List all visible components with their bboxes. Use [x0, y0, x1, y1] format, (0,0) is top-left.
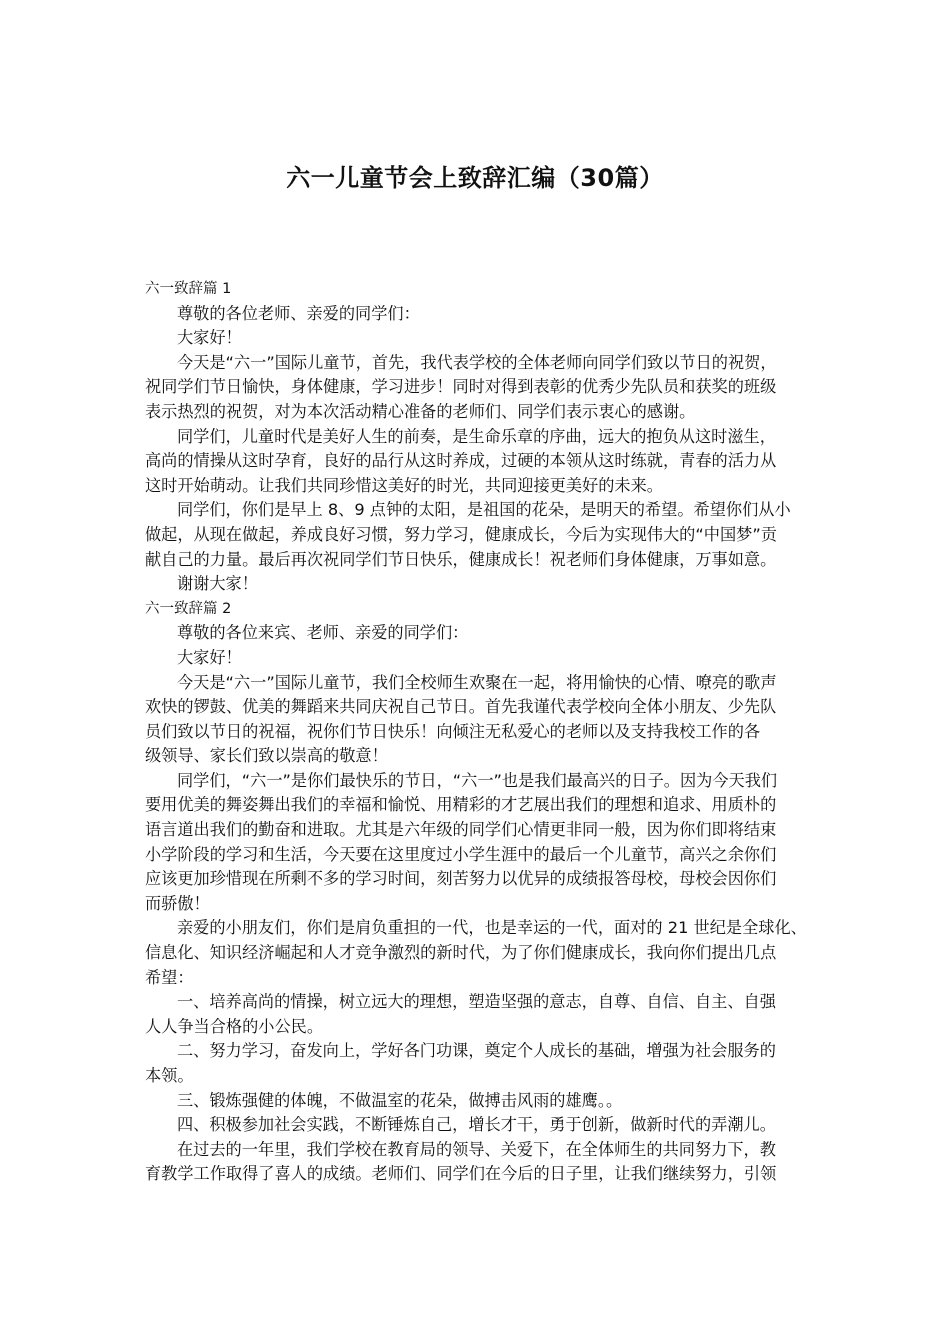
text-line: 欢快的锣鼓、优美的舞蹈来共同庆祝自己节日。首先我谨代表学校向全体小朋友、少先队 [145, 697, 777, 717]
text-line: 谢谢大家！ [177, 574, 258, 594]
text-line: 祝同学们节日愉快，身体健康，学习进步！同时对得到表彰的优秀少先队员和获奖的班级 [145, 377, 777, 397]
text-line: 同学们，你们是早上 8、9 点钟的太阳，是祖国的花朵，是明天的希望。希望你们从小 [177, 500, 791, 520]
section-heading: 六一致辞篇 1 [145, 281, 232, 297]
text-line: 而骄傲！ [145, 893, 210, 913]
text-line: 人人争当合格的小公民。 [145, 1016, 324, 1036]
text-line: 希望： [145, 967, 194, 987]
document-body [145, 277, 815, 1187]
text-line: 这时开始萌动。让我们共同珍惜这美好的时光，共同迎接更美好的未来。 [145, 475, 663, 495]
text-line: 信息化、知识经济崛起和人才竞争激烈的新时代，为了你们健康成长，我向你们提出几点 [145, 943, 777, 963]
text-line: 一、培养高尚的情操，树立远大的理想，塑造坚强的意志，自尊、自信、自主、自强 [177, 992, 776, 1012]
text-line: 大家好！ [177, 328, 242, 348]
text-line: 同学们，“六一”是你们最快乐的节日，“六一”也是我们最高兴的日子。因为今天我们 [177, 770, 778, 790]
section-heading: 六一致辞篇 2 [145, 600, 232, 617]
text-line: 三、锻炼强健的体魄，不做温室的花朵，做搏击风雨的雄鹰。。 [177, 1090, 623, 1110]
text-line: 要用优美的舞姿舞出我们的幸福和愉悦、用精彩的才艺展出我们的理想和追求、用质朴的 [145, 795, 777, 815]
text-line: 尊敬的各位老师、亲爱的同学们： [177, 303, 420, 323]
text-line: 四、积极参加社会实践，不断锤炼自己，增长才干，勇于创新，做新时代的弄潮儿。 [177, 1115, 776, 1135]
text-line: 员们致以节日的祝福，祝你们节日快乐！向倾注无私爱心的老师以及支持我校工作的各 [145, 721, 761, 741]
text-line: 亲爱的小朋友们，你们是肩负重担的一代，也是幸运的一代，面对的 21 世纪是全球化、 [177, 918, 807, 938]
text-line: 育教学工作取得了喜人的成绩。老师们、同学们在今后的日子里，让我们继续努力，引领 [145, 1164, 777, 1184]
text-line: 表示热烈的祝贺，对为本次活动精心准备的老师们、同学们表示衷心的感谢。 [145, 401, 696, 421]
text-line: 在过去的一年里，我们学校在教育局的领导、关爱下，在全体师生的共同努力下，教 [177, 1139, 776, 1159]
text-line: 今天是“六一”国际儿童节，首先，我代表学校的全体老师向同学们致以节日的祝贺， [177, 352, 777, 372]
text-line: 应该更加珍惜现在所剩不多的学习时间，刻苦努力以优异的成绩报答母校，母校会因你们 [145, 869, 777, 889]
text-line: 级领导、家长们致以崇高的敬意！ [145, 746, 388, 766]
text-line: 小学阶段的学习和生活，今天要在这里度过小学生涯中的最后一个儿童节，高兴之余你们 [145, 844, 777, 864]
text-line: 今天是“六一”国际儿童节，我们全校师生欢聚在一起，将用愉快的心情、嘹亮的歌声 [177, 672, 777, 692]
text-line: 同学们，儿童时代是美好人生的前奏，是生命乐章的序曲，远大的抱负从这时滋生， [177, 426, 776, 446]
text-line: 语言道出我们的勤奋和进取。尤其是六年级的同学们心情更非同一般，因为你们即将结束 [145, 820, 777, 840]
text-line: 尊敬的各位来宾、老师、亲爱的同学们： [177, 623, 469, 643]
text-line: 大家好！ [177, 647, 242, 667]
text-line: 本领。 [145, 1066, 194, 1085]
text-line: 做起，从现在做起，养成良好习惯，努力学习，健康成长，今后为实现伟大的“中国梦”贡 [145, 524, 777, 544]
text-line: 献自己的力量。最后再次祝同学们节日快乐，健康成长！祝老师们身体健康，万事如意。 [145, 549, 777, 569]
document-title: 六一儿童节会上致辞汇编（30篇） [286, 164, 664, 192]
text-line: 二、努力学习，奋发向上，学好各门功课，奠定个人成长的基础，增强为社会服务的 [177, 1041, 776, 1061]
text-line: 高尚的情操从这时孕育，良好的品行从这时养成，过硬的本领从这时练就，青春的活力从 [145, 451, 777, 471]
